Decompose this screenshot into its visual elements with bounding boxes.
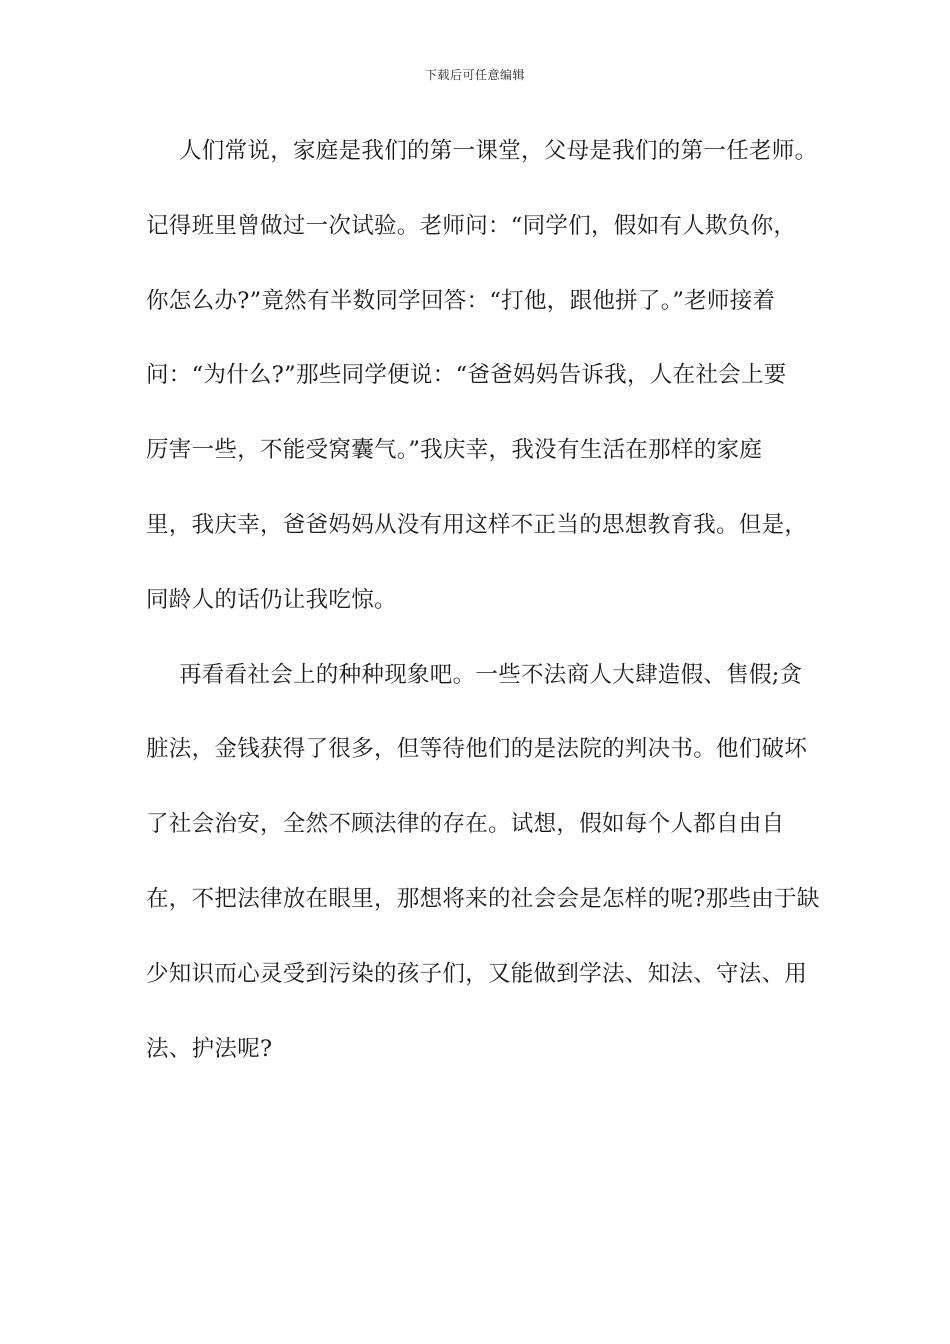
text-line: 了社会治安，全然不顾法律的存在。试想，假如每个人都自由自 (146, 811, 785, 838)
essay-body (146, 131, 820, 1103)
text-line: 里，我庆幸，爸爸妈妈从没有用这样不正当的思想教育我。但是， (146, 511, 808, 538)
text-line: 问：“为什么?”那些同学便说：“爸爸妈妈告诉我，人在社会上要 (146, 362, 787, 389)
text-line: 同龄人的话仍让我吃惊。 (146, 586, 397, 613)
text-line: 你怎么办?”竟然有半数同学回答：“打他，跟他拼了。”老师接着 (146, 287, 776, 314)
text-line: 厉害一些，不能受窝囊气。”我庆幸，我没有生活在那样的家庭 (146, 437, 763, 464)
text-line: 少知识而心灵受到污染的孩子们，又能做到学法、知法、守法、用 (146, 960, 808, 987)
text-line: 再看看社会上的种种现象吧。一些不法商人大肆造假、售假;贪 (179, 661, 803, 688)
page-header: 下载后可任意编辑 (424, 68, 525, 82)
text-line: 记得班里曾做过一次试验。老师问：“同学们，假如有人欺负你， (146, 212, 797, 239)
text-line: 人们常说，家庭是我们的第一课堂，父母是我们的第一任老师。 (179, 138, 818, 164)
text-line: 法、护法呢? (146, 1035, 273, 1062)
text-line: 脏法，金钱获得了很多，但等待他们的是法院的判决书。他们破坏 (146, 736, 808, 763)
text-line: 在，不把法律放在眼里，那想将来的社会会是怎样的呢?那些由于缺 (146, 885, 820, 912)
